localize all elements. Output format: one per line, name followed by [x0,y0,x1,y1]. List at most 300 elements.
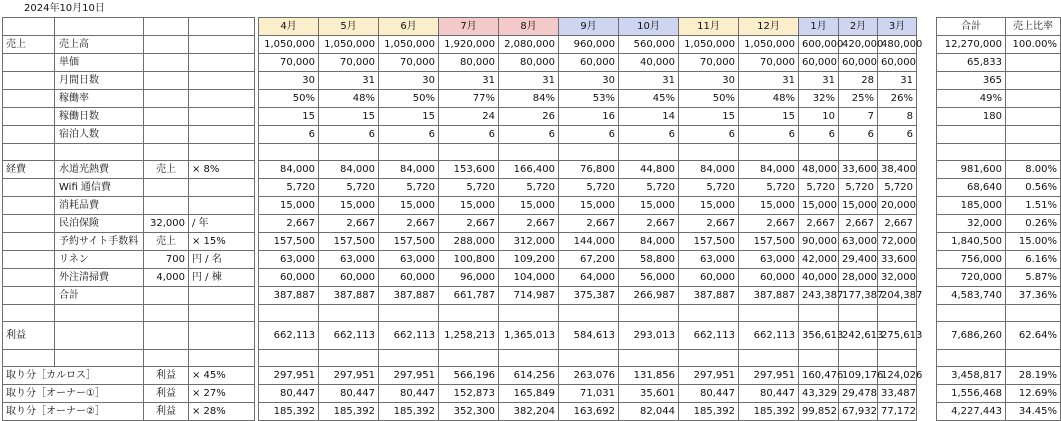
blank-cell[interactable] [3,144,55,161]
blank-cell[interactable] [144,305,189,322]
month-value-cell[interactable]: 80,000 [439,54,499,72]
month-value-cell[interactable]: 80,000 [499,54,559,72]
month-value-cell[interactable]: 67,932 [839,403,878,421]
blank-cell[interactable] [559,350,619,367]
month-value-cell[interactable]: 185,392 [319,403,379,421]
header-spacer-cell[interactable] [917,18,937,36]
month-header-5[interactable]: 8月 [499,18,559,36]
month-value-cell[interactable]: 70,000 [319,54,379,72]
month-value-cell[interactable]: 80,447 [679,385,739,403]
row-basis-cell[interactable] [144,322,189,350]
row-category-cell[interactable] [3,108,55,126]
month-value-cell[interactable]: 15 [739,108,799,126]
month-value-cell[interactable]: 60,000 [319,269,379,287]
total-value-cell[interactable]: 981,600 [937,161,1006,179]
row-basis-cell[interactable] [144,54,189,72]
month-value-cell[interactable]: 31 [799,72,839,90]
month-value-cell[interactable]: 70,000 [379,54,439,72]
month-value-cell[interactable]: 96,000 [439,269,499,287]
blank-cell[interactable] [937,305,1006,322]
month-value-cell[interactable]: 31 [878,72,917,90]
spacer-cell[interactable] [917,251,937,269]
spacer-cell[interactable] [917,233,937,251]
month-value-cell[interactable]: 375,387 [559,287,619,305]
month-value-cell[interactable]: 77% [439,90,499,108]
month-value-cell[interactable]: 2,667 [739,215,799,233]
header-blank-cell[interactable] [55,18,144,36]
month-header-9[interactable]: 12月 [739,18,799,36]
total-value-cell[interactable]: 1,556,468 [937,385,1006,403]
month-value-cell[interactable]: 420,000 [839,36,878,54]
total-value-cell[interactable]: 756,000 [937,251,1006,269]
month-value-cell[interactable]: 31 [319,72,379,90]
row-category-cell[interactable] [3,179,55,197]
month-value-cell[interactable]: 662,113 [379,322,439,350]
month-value-cell[interactable]: 50% [679,90,739,108]
header-blank-cell[interactable] [144,18,189,36]
blank-cell[interactable] [1006,305,1061,322]
month-value-cell[interactable]: 60,000 [379,269,439,287]
row-basis-cell[interactable]: 利益 [144,367,189,385]
month-value-cell[interactable]: 70,000 [739,54,799,72]
month-header-1[interactable]: 4月 [259,18,319,36]
row-rate-cell[interactable]: / 年 [189,215,255,233]
row-basis-cell[interactable] [144,197,189,215]
month-value-cell[interactable]: 84,000 [619,233,679,251]
ratio-value-cell[interactable]: 15.00% [1006,233,1061,251]
month-value-cell[interactable]: 84,000 [379,161,439,179]
month-value-cell[interactable]: 1,050,000 [679,36,739,54]
row-rate-cell[interactable]: × 8% [189,161,255,179]
blank-cell[interactable] [379,144,439,161]
row-item-cell[interactable]: 合計 [55,287,144,305]
month-value-cell[interactable]: 584,613 [559,322,619,350]
month-value-cell[interactable]: 2,667 [839,215,878,233]
month-value-cell[interactable]: 48% [319,90,379,108]
blank-cell[interactable] [319,305,379,322]
month-value-cell[interactable]: 30 [379,72,439,90]
month-value-cell[interactable]: 48,000 [799,161,839,179]
month-value-cell[interactable]: 1,050,000 [379,36,439,54]
month-value-cell[interactable]: 387,887 [259,287,319,305]
month-value-cell[interactable]: 15,000 [559,197,619,215]
blank-cell[interactable] [937,350,1006,367]
month-value-cell[interactable]: 165,849 [499,385,559,403]
month-value-cell[interactable]: 15,000 [499,197,559,215]
total-value-cell[interactable]: 4,583,740 [937,287,1006,305]
row-item-cell[interactable]: 月間日数 [55,72,144,90]
ratio-value-cell[interactable]: 37.36% [1006,287,1061,305]
month-value-cell[interactable]: 2,667 [439,215,499,233]
month-value-cell[interactable]: 6 [739,126,799,144]
month-value-cell[interactable]: 76,800 [559,161,619,179]
month-value-cell[interactable]: 28 [839,72,878,90]
month-value-cell[interactable]: 50% [379,90,439,108]
blank-cell[interactable] [559,305,619,322]
row-item-cell[interactable]: Wifi 通信費 [55,179,144,197]
blank-cell[interactable] [189,350,255,367]
blank-cell[interactable] [319,350,379,367]
month-value-cell[interactable]: 2,667 [619,215,679,233]
month-header-12[interactable]: 3月 [878,18,917,36]
month-value-cell[interactable]: 29,478 [839,385,878,403]
month-value-cell[interactable]: 26% [878,90,917,108]
month-value-cell[interactable]: 84,000 [679,161,739,179]
month-value-cell[interactable]: 2,667 [799,215,839,233]
month-value-cell[interactable]: 382,204 [499,403,559,421]
month-value-cell[interactable]: 71,031 [559,385,619,403]
total-value-cell[interactable]: 185,000 [937,197,1006,215]
month-value-cell[interactable]: 297,951 [259,367,319,385]
month-value-cell[interactable]: 33,600 [839,161,878,179]
month-value-cell[interactable]: 5,720 [499,179,559,197]
row-basis-cell[interactable]: 4,000 [144,269,189,287]
row-item-cell[interactable]: 外注清掃費 [55,269,144,287]
month-value-cell[interactable]: 20,000 [878,197,917,215]
month-value-cell[interactable]: 60,000 [559,54,619,72]
month-value-cell[interactable]: 43,329 [799,385,839,403]
month-value-cell[interactable]: 266,987 [619,287,679,305]
month-value-cell[interactable]: 44,800 [619,161,679,179]
month-value-cell[interactable]: 1,920,000 [439,36,499,54]
total-value-cell[interactable]: 68,640 [937,179,1006,197]
month-value-cell[interactable]: 60,000 [679,269,739,287]
blank-cell[interactable] [1006,350,1061,367]
month-value-cell[interactable]: 109,200 [499,251,559,269]
spacer-cell[interactable] [917,350,937,367]
month-value-cell[interactable]: 82,044 [619,403,679,421]
row-item-cell[interactable]: 売上高 [55,36,144,54]
month-header-7[interactable]: 10月 [619,18,679,36]
blank-cell[interactable] [55,350,144,367]
total-value-cell[interactable]: 12,270,000 [937,36,1006,54]
ratio-header[interactable]: 売上比率 [1006,18,1061,36]
month-value-cell[interactable]: 58,800 [619,251,679,269]
month-value-cell[interactable]: 243,387 [799,287,839,305]
blank-cell[interactable] [679,350,739,367]
month-value-cell[interactable]: 6 [679,126,739,144]
blank-cell[interactable] [259,350,319,367]
month-header-6[interactable]: 9月 [559,18,619,36]
month-value-cell[interactable]: 30 [259,72,319,90]
month-value-cell[interactable]: 60,000 [799,54,839,72]
blank-cell[interactable] [559,144,619,161]
spacer-cell[interactable] [917,144,937,161]
month-value-cell[interactable]: 15 [319,108,379,126]
row-category-cell[interactable] [3,126,55,144]
row-item-cell[interactable]: 消耗品費 [55,197,144,215]
month-value-cell[interactable]: 6 [839,126,878,144]
row-basis-cell[interactable]: 32,000 [144,215,189,233]
month-value-cell[interactable]: 2,667 [379,215,439,233]
month-value-cell[interactable]: 5,720 [439,179,499,197]
blank-cell[interactable] [55,305,144,322]
month-value-cell[interactable]: 6 [499,126,559,144]
month-header-10[interactable]: 1月 [799,18,839,36]
spacer-cell[interactable] [917,403,937,421]
month-value-cell[interactable]: 5,720 [619,179,679,197]
month-value-cell[interactable]: 31 [499,72,559,90]
month-value-cell[interactable]: 15,000 [319,197,379,215]
total-value-cell[interactable]: 365 [937,72,1006,90]
month-value-cell[interactable]: 63,000 [679,251,739,269]
month-value-cell[interactable]: 8 [878,108,917,126]
blank-cell[interactable] [144,144,189,161]
row-basis-cell[interactable]: 700 [144,251,189,269]
month-value-cell[interactable]: 80,447 [739,385,799,403]
month-value-cell[interactable]: 67,200 [559,251,619,269]
month-value-cell[interactable]: 15,000 [439,197,499,215]
ratio-value-cell[interactable]: 12.69% [1006,385,1061,403]
row-basis-cell[interactable] [144,72,189,90]
ratio-value-cell[interactable]: 5.87% [1006,269,1061,287]
month-value-cell[interactable]: 204,387 [878,287,917,305]
month-value-cell[interactable]: 63,000 [739,251,799,269]
row-category-cell[interactable]: 取り分［オーナー①］ [3,385,144,403]
month-value-cell[interactable]: 84,000 [319,161,379,179]
ratio-value-cell[interactable] [1006,90,1061,108]
total-value-cell[interactable]: 4,227,443 [937,403,1006,421]
month-value-cell[interactable]: 15 [679,108,739,126]
row-rate-cell[interactable]: × 27% [189,385,255,403]
blank-cell[interactable] [739,305,799,322]
month-value-cell[interactable]: 15,000 [619,197,679,215]
row-rate-cell[interactable]: × 15% [189,233,255,251]
month-value-cell[interactable]: 48% [739,90,799,108]
month-value-cell[interactable]: 352,300 [439,403,499,421]
month-value-cell[interactable]: 614,256 [499,367,559,385]
row-basis-cell[interactable]: 利益 [144,385,189,403]
row-rate-cell[interactable] [189,90,255,108]
month-value-cell[interactable]: 15,000 [739,197,799,215]
month-value-cell[interactable]: 288,000 [439,233,499,251]
month-value-cell[interactable]: 56,000 [619,269,679,287]
row-category-cell[interactable] [3,90,55,108]
row-category-cell[interactable] [3,54,55,72]
total-value-cell[interactable]: 720,000 [937,269,1006,287]
blank-cell[interactable] [379,350,439,367]
ratio-value-cell[interactable]: 0.56% [1006,179,1061,197]
row-rate-cell[interactable] [189,287,255,305]
month-value-cell[interactable]: 24 [439,108,499,126]
blank-cell[interactable] [799,350,839,367]
spacer-cell[interactable] [917,179,937,197]
row-item-cell[interactable]: 水道光熱費 [55,161,144,179]
month-value-cell[interactable]: 31 [619,72,679,90]
blank-cell[interactable] [739,144,799,161]
month-value-cell[interactable]: 5,720 [559,179,619,197]
total-value-cell[interactable]: 49% [937,90,1006,108]
month-header-3[interactable]: 6月 [379,18,439,36]
month-value-cell[interactable]: 387,887 [379,287,439,305]
spacer-cell[interactable] [917,72,937,90]
month-value-cell[interactable]: 157,500 [319,233,379,251]
month-value-cell[interactable]: 166,400 [499,161,559,179]
month-value-cell[interactable]: 661,787 [439,287,499,305]
month-value-cell[interactable]: 124,026 [878,367,917,385]
month-value-cell[interactable]: 5,720 [839,179,878,197]
ratio-value-cell[interactable]: 8.00% [1006,161,1061,179]
ratio-value-cell[interactable] [1006,126,1061,144]
month-value-cell[interactable]: 5,720 [799,179,839,197]
month-value-cell[interactable]: 109,176 [839,367,878,385]
row-category-cell[interactable] [3,251,55,269]
row-category-cell[interactable] [3,287,55,305]
month-value-cell[interactable]: 1,365,013 [499,322,559,350]
month-value-cell[interactable]: 77,172 [878,403,917,421]
blank-cell[interactable] [144,350,189,367]
month-value-cell[interactable]: 26 [499,108,559,126]
month-value-cell[interactable]: 60,000 [259,269,319,287]
month-value-cell[interactable]: 38,400 [878,161,917,179]
month-value-cell[interactable]: 157,500 [739,233,799,251]
month-value-cell[interactable]: 63,000 [319,251,379,269]
month-value-cell[interactable]: 30 [679,72,739,90]
row-item-cell[interactable]: 予約サイト手数料 [55,233,144,251]
month-value-cell[interactable]: 6 [439,126,499,144]
month-value-cell[interactable]: 32% [799,90,839,108]
month-value-cell[interactable]: 297,951 [739,367,799,385]
total-header[interactable]: 合計 [937,18,1006,36]
blank-cell[interactable] [619,350,679,367]
ratio-value-cell[interactable]: 62.64% [1006,322,1061,350]
row-basis-cell[interactable]: 売上 [144,161,189,179]
month-value-cell[interactable]: 242,613 [839,322,878,350]
month-value-cell[interactable]: 84,000 [259,161,319,179]
month-value-cell[interactable]: 64,000 [559,269,619,287]
blank-cell[interactable] [499,305,559,322]
month-value-cell[interactable]: 6 [379,126,439,144]
month-value-cell[interactable]: 160,476 [799,367,839,385]
row-category-cell[interactable]: 取り分［オーナー②］ [3,403,144,421]
row-category-cell[interactable]: 取り分［カルロス］ [3,367,144,385]
month-value-cell[interactable]: 6 [559,126,619,144]
month-value-cell[interactable]: 662,113 [319,322,379,350]
month-value-cell[interactable]: 131,856 [619,367,679,385]
month-value-cell[interactable]: 70,000 [679,54,739,72]
ratio-value-cell[interactable]: 28.19% [1006,367,1061,385]
month-value-cell[interactable]: 356,613 [799,322,839,350]
total-value-cell[interactable]: 1,840,500 [937,233,1006,251]
month-value-cell[interactable]: 5,720 [379,179,439,197]
month-value-cell[interactable]: 662,113 [259,322,319,350]
month-value-cell[interactable]: 15 [379,108,439,126]
total-value-cell[interactable]: 65,833 [937,54,1006,72]
blank-cell[interactable] [1006,144,1061,161]
month-value-cell[interactable]: 297,951 [379,367,439,385]
month-value-cell[interactable]: 84% [499,90,559,108]
row-category-cell[interactable]: 利益 [3,322,55,350]
month-header-2[interactable]: 5月 [319,18,379,36]
month-value-cell[interactable]: 53% [559,90,619,108]
row-rate-cell[interactable] [189,72,255,90]
month-value-cell[interactable]: 5,720 [739,179,799,197]
ratio-value-cell[interactable]: 6.16% [1006,251,1061,269]
row-item-cell[interactable]: 民泊保険 [55,215,144,233]
month-value-cell[interactable]: 600,000 [799,36,839,54]
row-rate-cell[interactable] [189,54,255,72]
ratio-value-cell[interactable] [1006,72,1061,90]
row-rate-cell[interactable]: 円 / 棟 [189,269,255,287]
month-value-cell[interactable]: 45% [619,90,679,108]
row-item-cell[interactable]: リネン [55,251,144,269]
month-value-cell[interactable]: 157,500 [679,233,739,251]
month-value-cell[interactable]: 32,000 [878,269,917,287]
total-value-cell[interactable]: 32,000 [937,215,1006,233]
month-value-cell[interactable]: 2,667 [319,215,379,233]
spacer-cell[interactable] [917,197,937,215]
month-value-cell[interactable]: 263,076 [559,367,619,385]
month-value-cell[interactable]: 1,050,000 [259,36,319,54]
row-rate-cell[interactable]: × 28% [189,403,255,421]
row-rate-cell[interactable]: 円 / 名 [189,251,255,269]
row-category-cell[interactable] [3,72,55,90]
month-header-11[interactable]: 2月 [839,18,878,36]
blank-cell[interactable] [189,305,255,322]
spacer-cell[interactable] [917,385,937,403]
blank-cell[interactable] [55,144,144,161]
spacer-cell[interactable] [917,269,937,287]
total-value-cell[interactable]: 180 [937,108,1006,126]
month-value-cell[interactable]: 185,392 [259,403,319,421]
row-rate-cell[interactable] [189,179,255,197]
spacer-cell[interactable] [917,126,937,144]
month-value-cell[interactable]: 99,852 [799,403,839,421]
row-item-cell[interactable]: 稼働日数 [55,108,144,126]
month-value-cell[interactable]: 25% [839,90,878,108]
month-value-cell[interactable]: 63,000 [379,251,439,269]
spacer-cell[interactable] [917,305,937,322]
row-basis-cell[interactable]: 利益 [144,403,189,421]
row-basis-cell[interactable] [144,108,189,126]
ratio-value-cell[interactable]: 0.26% [1006,215,1061,233]
row-rate-cell[interactable] [189,108,255,126]
row-category-cell[interactable]: 経費 [3,161,55,179]
header-blank-cell[interactable] [189,18,255,36]
blank-cell[interactable] [189,144,255,161]
row-category-cell[interactable]: 売上 [3,36,55,54]
month-value-cell[interactable]: 1,050,000 [319,36,379,54]
month-value-cell[interactable]: 15,000 [379,197,439,215]
blank-cell[interactable] [379,305,439,322]
month-value-cell[interactable]: 185,392 [739,403,799,421]
blank-cell[interactable] [319,144,379,161]
row-item-cell[interactable]: 単価 [55,54,144,72]
row-category-cell[interactable] [3,197,55,215]
blank-cell[interactable] [439,144,499,161]
blank-cell[interactable] [839,144,878,161]
total-value-cell[interactable]: 3,458,817 [937,367,1006,385]
blank-cell[interactable] [799,144,839,161]
month-value-cell[interactable]: 33,600 [878,251,917,269]
header-blank-cell[interactable] [3,18,55,36]
month-value-cell[interactable]: 662,113 [679,322,739,350]
month-value-cell[interactable]: 6 [259,126,319,144]
month-value-cell[interactable]: 60,000 [878,54,917,72]
month-value-cell[interactable]: 40,000 [799,269,839,287]
month-value-cell[interactable]: 15,000 [839,197,878,215]
blank-cell[interactable] [839,350,878,367]
month-value-cell[interactable]: 2,667 [878,215,917,233]
month-value-cell[interactable]: 185,392 [379,403,439,421]
month-value-cell[interactable]: 1,050,000 [739,36,799,54]
blank-cell[interactable] [439,350,499,367]
month-value-cell[interactable]: 5,720 [319,179,379,197]
blank-cell[interactable] [439,305,499,322]
ratio-value-cell[interactable]: 1.51% [1006,197,1061,215]
spacer-cell[interactable] [917,54,937,72]
row-basis-cell[interactable]: 売上 [144,233,189,251]
